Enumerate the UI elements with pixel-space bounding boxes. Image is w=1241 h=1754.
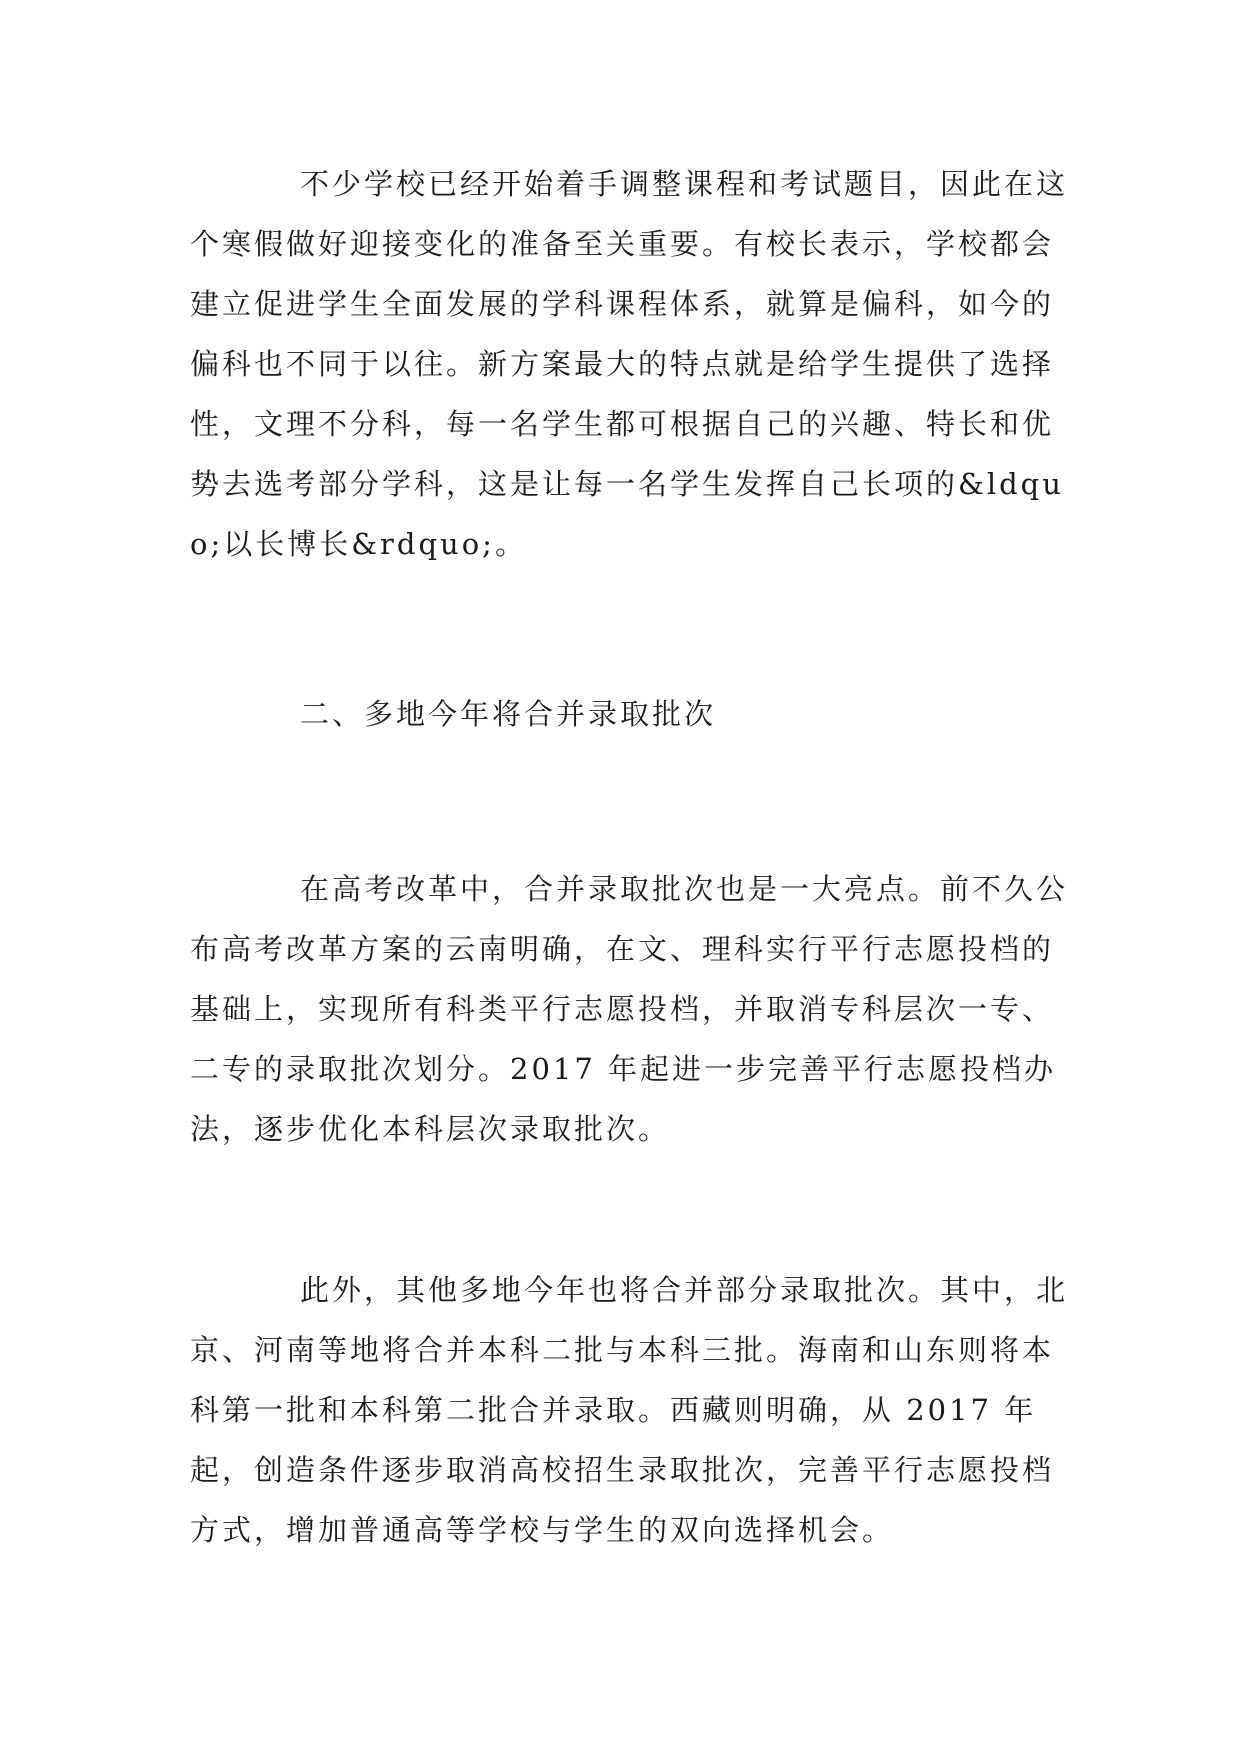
paragraph-yunnan-reform: 在高考改革中，合并录取批次也是一大亮点。前不久公布高考改革方案的云南明确，在文、理科实行平行志愿投档的基础上，实现所有科类平行志愿投档，并取消专科层次一专、二专的录取批次划分。2017 年起进一步完善平行志愿投档办法，逐步优化本科层次录取批次。 (190, 872, 1069, 1146)
section-heading-admission-batches: 二、多地今年将合并录取批次 (300, 697, 717, 731)
paragraph-school-curriculum: 不少学校已经开始着手调整课程和考试题目，因此在这个寒假做好迎接变化的准备至关重要。有校长表示，学校都会建立促进学生全面发展的学科课程体系，就算是偏科，如今的偏科也不同于以往。新方案最大的特点就是给学生提供了选择性，文理不分科，每一名学生都可根据自己的兴趣、特长和优势去选考部分学科，这是让每一名学生发挥自己长项的&ldquo;以长博长&rdquo;。 (190, 167, 1069, 561)
paragraph-other-regions: 此外，其他多地今年也将合并部分录取批次。其中，北京、河南等地将合并本科二批与本科三批。海南和山东则将本科第一批和本科第二批合并录取。西藏则明确，从 2017 年起，创造条件逐步取消高校招生录取批次，完善平行志愿投档方式，增加普通高等学校与学生的双向选择机会。 (190, 1273, 1069, 1547)
